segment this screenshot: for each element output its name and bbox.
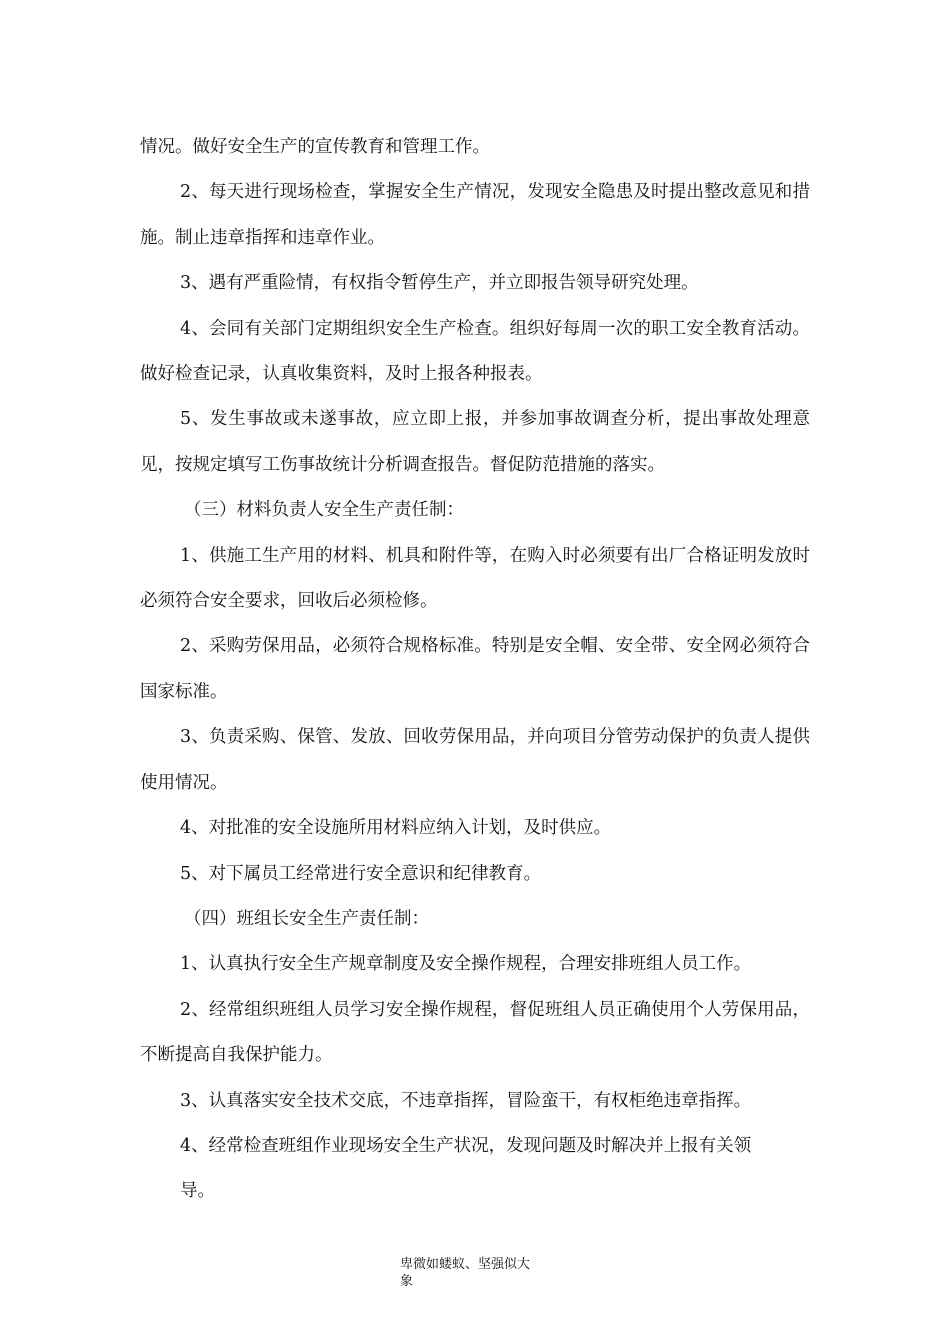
paragraph-item-3-emergency: 3、遇有严重险情，有权指令暂停生产，并立即报告领导研究处理。 — [180, 273, 699, 294]
paragraph-team-leader-4: 4、经常检查班组作业现场安全生产状况，发现问题及时解决并上报有关领 — [180, 1135, 752, 1156]
paragraph-team-leader-3: 3、认真落实安全技术交底，不违章指挥，冒险蛮干，有权柜绝违章指挥。 — [180, 1090, 752, 1111]
paragraph-materials-1: 1、供施工生产用的材料、机具和附件等，在购入时必须要有出厂合格证明发放时必须符合安全要求，回收后必须检修。 — [140, 545, 810, 612]
document-body — [140, 125, 810, 1215]
footer-motto-line-1: 卑微如蝼蚁、坚强似大 — [400, 1257, 531, 1272]
paragraph-item-5-accident-report: 5、发生事故或未遂事故，应立即上报，并参加事故调查分析，提出事故处理意见，按规定填写工伤事故统计分析调查报告。督促防范措施的落实。 — [140, 409, 810, 475]
paragraph-item-4-periodic-check: 4、会同有关部门定期组织安全生产检查。组织好每周一次的职工安全教育活动。做好检查记录，认真收集资料，及时上报各种报表。 — [140, 318, 810, 385]
section-heading-materials: （三）材料负责人安全生产责任制： — [184, 500, 464, 521]
paragraph-materials-3: 3、负责采购、保管、发放、回收劳保用品，并向项目分管劳动保护的负责人提供使用情况。 — [140, 727, 810, 793]
paragraph-materials-2: 2、采购劳保用品，必须符合规格标准。特别是安全帽、安全带、安全网必须符合国家标准。 — [140, 636, 810, 702]
paragraph-item-2-site-inspection: 2、每天进行现场检查，掌握安全生产情况，发现安全隐患及时提出整改意见和措施。制止违章指挥和违章作业。 — [140, 182, 810, 248]
paragraph-team-leader-2: 2、经常组织班组人员学习安全操作规程，督促班组人员正确使用个人劳保用品，不断提高自我保护能力。 — [140, 999, 810, 1066]
footer-motto-line-2: 象 — [400, 1274, 414, 1289]
page-footer — [400, 1256, 550, 1290]
section-heading-team-leader: （四）班组长安全生产责任制： — [184, 908, 429, 929]
paragraph-materials-4: 4、对批准的安全设施所用材料应纳入计划，及时供应。 — [180, 818, 612, 839]
paragraph-continuation: 情况。做好安全生产的宣传教育和管理工作。 — [140, 137, 490, 157]
paragraph-materials-5: 5、对下属员工经常进行安全意识和纪律教育。 — [180, 863, 542, 884]
paragraph-team-leader-1: 1、认真执行安全生产规章制度及安全操作规程，合理安排班组人员工作。 — [180, 954, 752, 975]
paragraph-team-leader-4-end: 导。 — [180, 1181, 215, 1202]
